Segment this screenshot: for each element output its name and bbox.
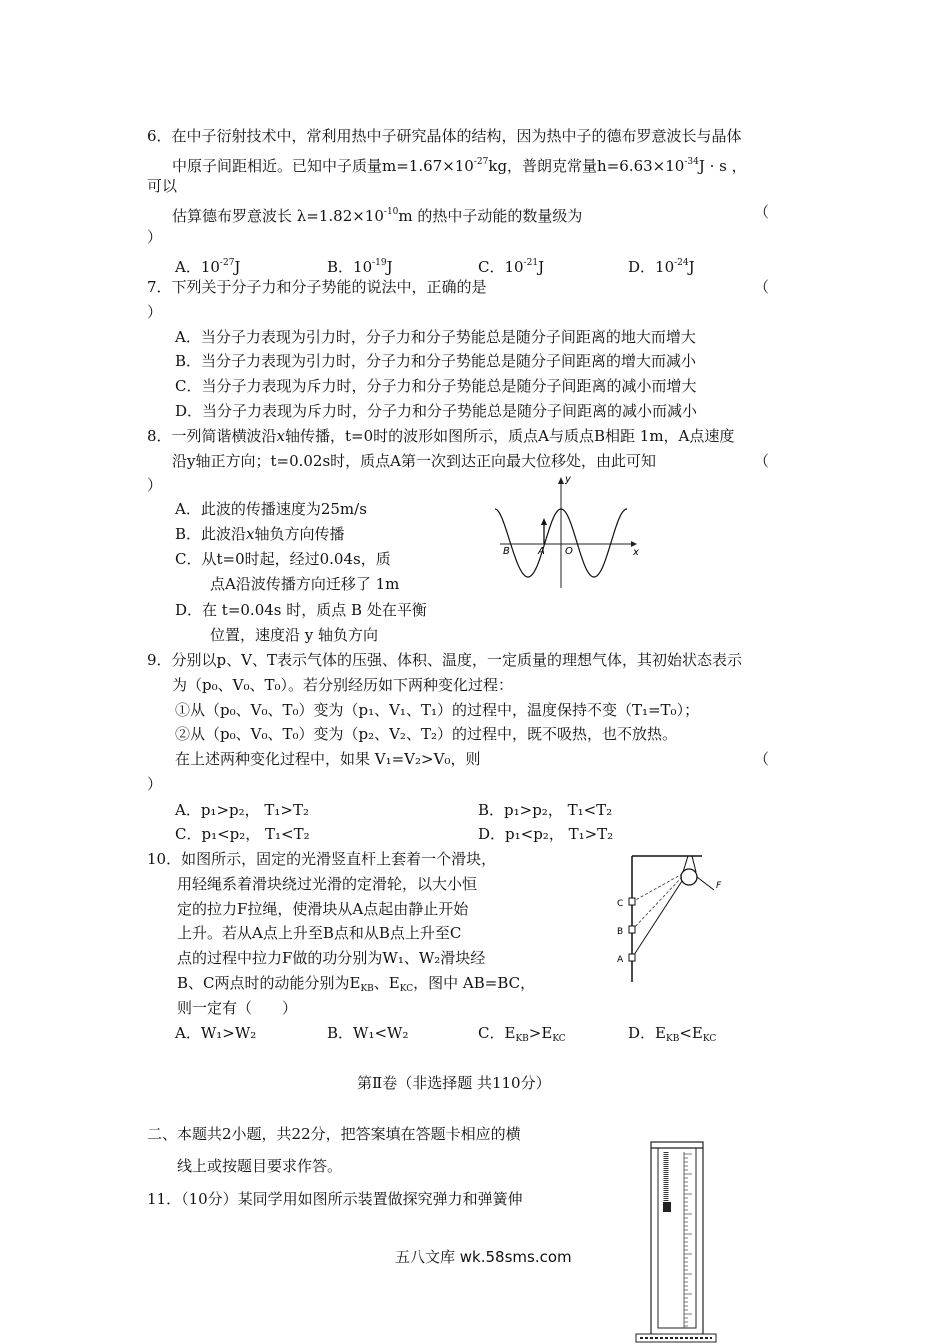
wave-x-label: x xyxy=(633,547,639,558)
pulley-point-b: B xyxy=(617,927,624,937)
section-2-title: 第Ⅱ卷（非选择题 共110分） xyxy=(357,1074,551,1092)
q6-line3: 可以 xyxy=(147,177,178,195)
q10-line2: 用轻绳系着滑块绕过光滑的定滑轮，以大小恒 xyxy=(177,875,478,893)
q9-line2: 为（p₀、V₀、T₀）。若分别经历如下两种变化过程： xyxy=(172,676,513,694)
q7-paren-close: ） xyxy=(147,303,163,321)
q9-option-b: B．p₁>p₂， T₁<T₂ xyxy=(478,801,613,819)
q10-option-c: C．$E_{KB}>E_{KC}$ xyxy=(478,1024,566,1044)
q6-line4: 估算德布罗意波长 $\lambda=1.82\times 10^{-10}m$ 的热中子动能的数量级为 xyxy=(172,207,583,225)
q8-option-b: B．此波沿x轴负方向传播 xyxy=(175,525,345,543)
q7-option-b: B．当分子力表现为引力时，分子力和分子势能总是随分子间距离的增大而减小 xyxy=(175,352,697,370)
q7-option-c: C．当分子力表现为斥力时，分子力和分子势能总是随分子间距离的减小而增大 xyxy=(175,377,697,395)
wave-point-b: B xyxy=(503,546,510,557)
q9-line3: ①从（p₀、V₀、T₀）变为（p₁、V₁、T₁）的过程中，温度保持不变（T₁=T₀）； xyxy=(175,701,700,719)
q7-paren-open: （ xyxy=(754,278,770,296)
footer-watermark: 五八文库 wk.58sms.com xyxy=(395,1248,572,1266)
q8-option-c-line2: 点A沿波传播方向迁移了 1m xyxy=(210,575,400,593)
wave-y-label: y xyxy=(565,474,571,485)
q7-stem: 7．下列关于分子力和分子势能的说法中，正确的是 xyxy=(147,278,487,296)
q9-line5: 在上述两种变化过程中，如果 V₁=V₂>V₀，则 xyxy=(175,750,481,768)
q8-option-d-line2: 位置，速度沿 y 轴负方向 xyxy=(210,626,379,644)
q6-option-c: C．$10^{-21}J$ xyxy=(478,258,545,276)
q6-option-b: B．$10^{-19}J$ xyxy=(327,258,393,276)
pulley-point-a: A xyxy=(617,955,624,965)
section-2-heading-line1: 二、本题共2小题，共22分，把答案填在答题卡相应的横 xyxy=(147,1125,521,1143)
q6-option-d: D．$10^{-24}J$ xyxy=(628,258,695,276)
q10-line4: 上升。若从A点上升至B点和从B点上升至C xyxy=(177,924,462,942)
q9-option-c: C．p₁<p₂， T₁<T₂ xyxy=(175,825,310,843)
q9-option-a: A．p₁>p₂， T₁>T₂ xyxy=(175,801,310,819)
q6-paren-open: （ xyxy=(754,203,770,221)
section-2-heading-line2: 线上或按题目要求作答。 xyxy=(177,1157,343,1175)
q7-option-a: A．当分子力表现为引力时，分子力和分子势能总是随分子间距离的地大而增大 xyxy=(175,328,696,346)
q10-option-d: D．$E_{KB}<E_{KC}$ xyxy=(628,1024,717,1044)
q8-paren-close: ） xyxy=(147,476,163,494)
q10-line5: 点的过程中拉力F做的功分别为W₁、W₂滑块经 xyxy=(177,949,486,967)
q9-paren-close: ） xyxy=(147,775,163,793)
spring-apparatus-figure xyxy=(636,1138,716,1344)
pulley-figure xyxy=(610,850,730,985)
q8-paren-open: （ xyxy=(754,452,770,470)
pulley-point-c: C xyxy=(617,899,624,909)
q10-line3: 定的拉力F拉绳，使滑块从A点起由静止开始 xyxy=(177,900,469,918)
q10-line6: B、C两点时的动能分别为$E_{KB}$、$E_{KC}$，图中 AB=BC， xyxy=(177,974,536,994)
wave-figure xyxy=(495,472,645,590)
q6-option-a: A．$10^{-27}J$ xyxy=(175,258,241,276)
q7-option-d: D．当分子力表现为斥力时，分子力和分子势能总是随分子间距离的减小而减小 xyxy=(175,402,698,420)
q9-option-d: D．p₁<p₂， T₁>T₂ xyxy=(478,825,614,843)
q8-option-d-line1: D．在 t=0.04s 时，质点 B 处在平衡 xyxy=(175,601,427,619)
q11-stem: 11．（10分）某同学用如图所示装置做探究弹力和弹簧伸 xyxy=(147,1190,523,1208)
q10-option-a: A．W₁>W₂ xyxy=(175,1024,257,1042)
q8-line1: 8．一列简谐横波沿x轴传播，t=0时的波形如图所示，质点A与质点B相距 1m，A点速度 xyxy=(147,427,735,445)
q9-paren-open: （ xyxy=(754,750,770,768)
q10-option-b: B．W₁<W₂ xyxy=(327,1024,409,1042)
q6-paren-close: ） xyxy=(147,228,163,246)
wave-origin: O xyxy=(565,546,573,557)
q8-option-a: A．此波的传播速度为25m/s xyxy=(175,500,367,518)
wave-point-a: A xyxy=(538,546,545,557)
q8-line2: 沿y轴正方向；t=0.02s时，质点A第一次到达正向最大位移处，由此可知 xyxy=(172,452,657,470)
q6-line1: 6．在中子衍射技术中，常利用热中子研究晶体的结构，因为热中子的德布罗意波长与晶体 xyxy=(147,127,742,145)
q10-line1: 10．如图所示，固定的光滑竖直杆上套着一个滑块， xyxy=(147,850,497,868)
q8-option-c-line1: C．从t=0时起，经过0.04s，质 xyxy=(175,550,391,568)
q9-line4: ②从（p₀、V₀、T₀）变为（p₂、V₂、T₂）的过程中，既不吸热，也不放热。 xyxy=(175,725,677,743)
q6-line2: 中原子间距相近。已知中子质量$m=1.67\times 10^{-27}kg$，普朗克常量$h=6.63\times 10^{-34}J \cdot s$ ， xyxy=(172,157,747,175)
q10-line7: 则一定有（ ） xyxy=(177,999,298,1017)
pulley-force-label: F xyxy=(716,881,722,891)
q9-line1: 9．分别以p、V、T表示气体的压强、体积、温度，一定质量的理想气体，其初始状态表示 xyxy=(147,651,742,669)
